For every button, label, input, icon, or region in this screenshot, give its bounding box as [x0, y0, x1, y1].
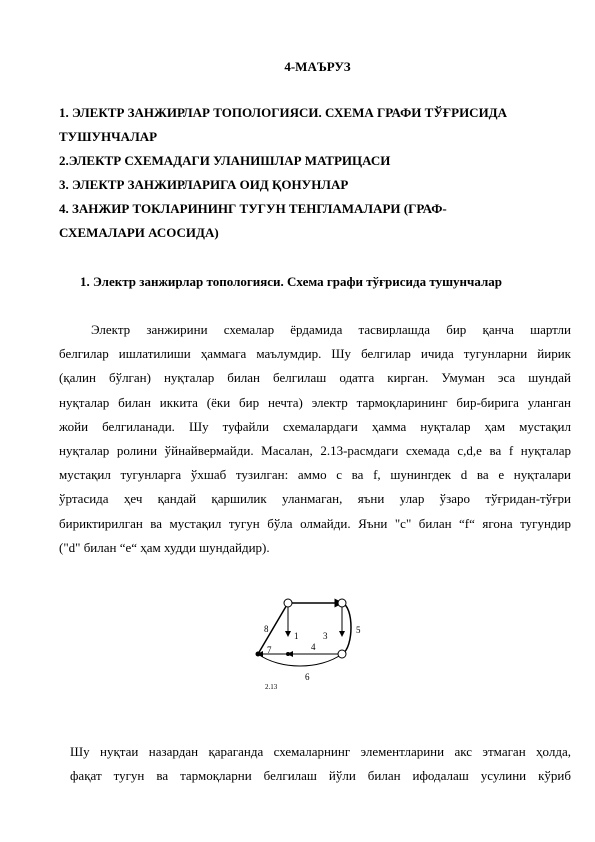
- node: [286, 652, 290, 656]
- paragraph-line: ўртасида ҳеч қандай қаршилик уланмаган, яъни улар ўзаро тўғридан-тўғри: [59, 491, 571, 507]
- toc-line: 2.ЭЛЕКТР СХЕМАДАГИ УЛАНИШЛАР МАТРИЦАСИ: [59, 153, 391, 168]
- branch-left-diagonal: [258, 603, 288, 654]
- node: [284, 599, 292, 607]
- paragraph-line: Электр занжирини схемалар ёрдамида тасвирлашда бир қанча шартли: [91, 322, 571, 337]
- paragraph-line: нуқталар билан иккита (ёки бир нечта) электр тармоқларининг бир-бирига уланган: [59, 394, 571, 410]
- node: [256, 652, 261, 657]
- toc-line: ТУШУНЧАЛАР: [59, 129, 158, 144]
- toc-line: СХЕМАЛАРИ АСОСИДА): [59, 225, 219, 240]
- paragraph-line: фақат тугун ва тармоқларни белгилаш йўли билан ифодалаш усулини кўриб: [70, 768, 571, 784]
- toc-line: 3. ЭЛЕКТР ЗАНЖИРЛАРИГА ОИД ҚОНУНЛАР: [59, 177, 349, 192]
- branch-label: 1: [294, 631, 299, 641]
- paragraph-line: (қалин бўлган) нуқталар билан белгилаш одатга кирган. Умуман эса шундай: [59, 370, 571, 386]
- branch-label: 3: [323, 631, 328, 641]
- paragraph-line: бириктирилган ва мустақил тугун бўла олмайди. Яъни "c" билан “f“ ягона тугундир: [59, 515, 571, 531]
- branch-label: 8: [264, 624, 269, 634]
- paragraph-line: жойи белгиланади. Шу туфайли схемалардаги ҳамма нуқталар ҳам мустақил: [59, 418, 571, 434]
- paragraph-line: нуқталар ролини ўйнайвермайди. Масалан, 2.13-расмдаги схемада c,d,e ва f нуқталар: [59, 443, 571, 459]
- branch-label: 7: [267, 645, 272, 655]
- branch-label: 6: [305, 672, 310, 682]
- page-title: 4-МАЪРУЗ: [284, 59, 351, 74]
- node: [338, 599, 346, 607]
- figure-caption: 2.13: [265, 683, 278, 691]
- paragraph-line: Шу нуқтаи назардан қараганда схемаларнинг элементларини акс этмаган ҳолда,: [70, 744, 571, 759]
- circuit-graph-figure: [250, 588, 370, 698]
- branch-bottom-arc: [258, 654, 342, 666]
- paragraph: [70, 740, 571, 788]
- table-of-contents: [59, 101, 559, 245]
- paragraph-line: белгилар ишлатилиши ҳаммага маълумдир. Шу белгилар ичида тугунларни йирик: [59, 346, 571, 362]
- node: [338, 650, 346, 658]
- section-heading: 1. Электр занжирлар топологияси. Схема графи тўғрисида тушунчалар: [80, 274, 503, 289]
- paragraph-line: ("d" билан “e“ ҳам худди шундайдир).: [59, 539, 270, 555]
- branch-label: 4: [311, 642, 316, 652]
- toc-line: 4. ЗАНЖИР ТОКЛАРИНИНГ ТУГУН ТЕНГЛАМАЛАРИ (ГРАФ-: [59, 201, 447, 216]
- branch-right-arc: [342, 603, 351, 654]
- toc-line: 1. ЭЛЕКТР ЗАНЖИРЛАР ТОПОЛОГИЯСИ. СХЕМА ГРАФИ ТЎҒРИСИДА: [59, 105, 508, 120]
- paragraph: [59, 318, 571, 560]
- paragraph-line: мустақил тугунларга ўхшаб тузилган: аммо c ва f, шунингдек d ва e нуқталари: [59, 467, 571, 483]
- branch-label: 5: [356, 625, 361, 635]
